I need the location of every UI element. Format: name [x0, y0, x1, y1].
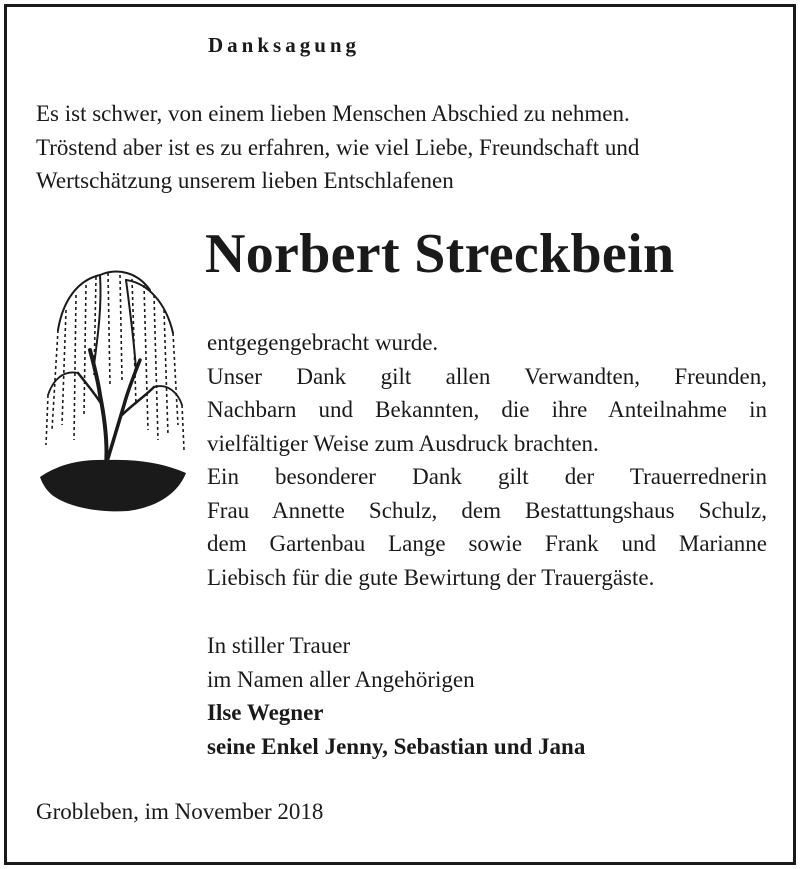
- deceased-name: Norbert Streckbein: [205, 223, 675, 285]
- body-line: Unser Dank gilt allen Verwandten, Freunden,: [207, 363, 767, 389]
- signer-name: seine Enkel Jenny, Sebastian und Jana: [207, 733, 586, 759]
- closing-line: In stiller Trauer: [207, 633, 351, 658]
- body-line: Liebisch für die gute Bewirtung der Trauergäste.: [207, 564, 655, 590]
- body-line: Nachbarn und Bekannten, die ihre Anteilnahme in: [207, 397, 767, 422]
- intro-line: Tröstend aber ist es zu erfahren, wie viel Liebe, Freundschaft und: [36, 134, 640, 160]
- body-line: vielfältiger Weise zum Ausdruck brachten.: [207, 430, 599, 456]
- intro-line: Es ist schwer, von einem lieben Menschen Abschied zu nehmen.: [36, 101, 630, 126]
- weeping-willow-icon: [38, 255, 188, 520]
- closing-block: [207, 629, 585, 763]
- body-line: Frau Annette Schulz, dem Bestattungshaus Schulz,: [207, 497, 767, 523]
- place-date: Grobleben, im November 2018: [36, 799, 324, 824]
- body-text: [207, 326, 767, 594]
- closing-line: im Namen aller Angehörigen: [207, 666, 475, 692]
- notice-heading: Danksagung: [208, 33, 361, 57]
- body-line: entgegengebracht wurde.: [207, 330, 439, 355]
- body-line: dem Gartenbau Lange sowie Frank und Marianne: [207, 531, 767, 556]
- signer-name: Ilse Wegner: [207, 700, 324, 725]
- intro-line: Wertschätzung unserem lieben Entschlafenen: [36, 168, 454, 193]
- body-line: Ein besonderer Dank gilt der Trauerrednerin: [207, 464, 767, 489]
- intro-text: [36, 97, 776, 198]
